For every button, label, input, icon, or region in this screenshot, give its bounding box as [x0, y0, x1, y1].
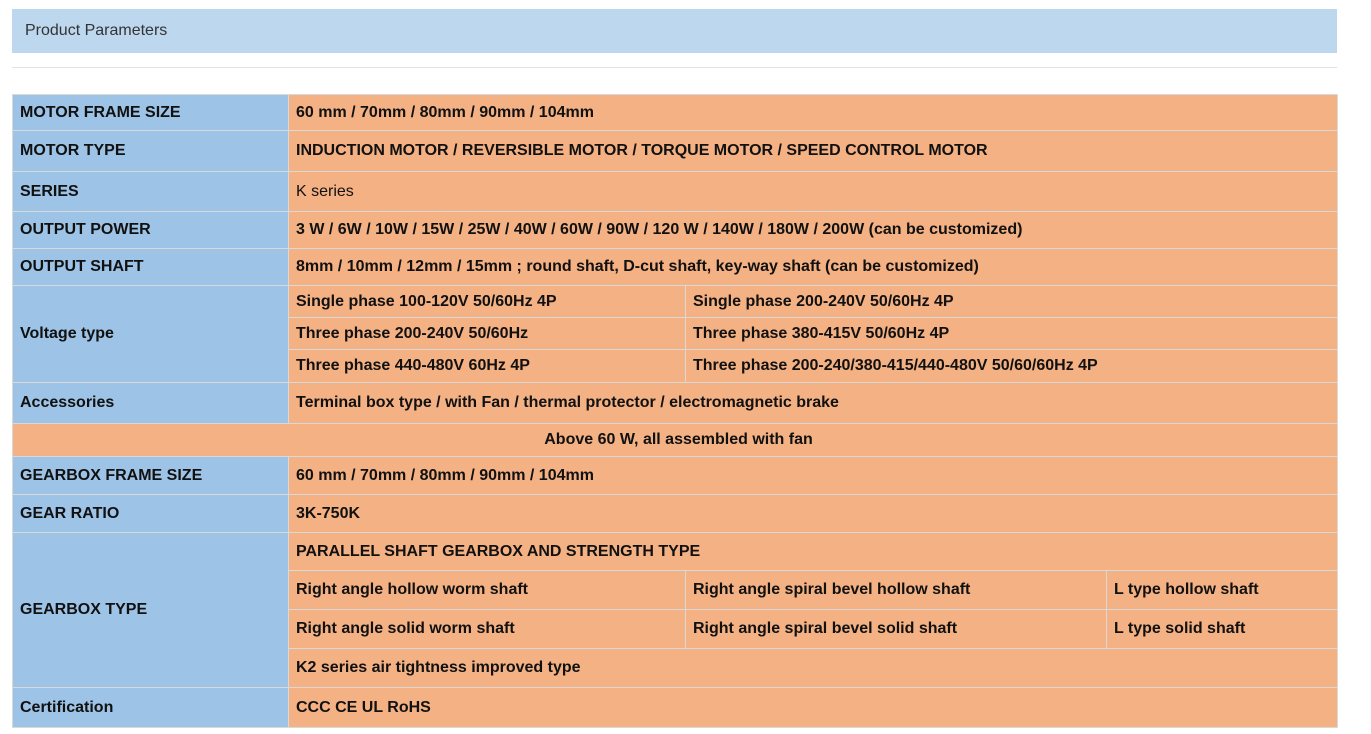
gearbox-type-option: Right angle solid worm shaft — [289, 610, 686, 649]
gearbox-type-option: Right angle spiral bevel hollow shaft — [686, 571, 1107, 610]
motor-type-label: MOTOR TYPE — [13, 131, 289, 172]
fan-note: Above 60 W, all assembled with fan — [13, 424, 1338, 457]
gearbox-type-k2: K2 series air tightness improved type — [289, 649, 1338, 688]
table-row — [13, 383, 1338, 424]
table-row — [13, 131, 1338, 172]
accessories-value: Terminal box type / with Fan / thermal protector / electromagnetic brake — [289, 383, 1338, 424]
motor-frame-size-value: 60 mm / 70mm / 80mm / 90mm / 104mm — [289, 95, 1338, 131]
series-value: K series — [289, 172, 1338, 212]
voltage-option: Three phase 200-240/380-415/440-480V 50/60/60Hz 4P — [686, 350, 1338, 383]
divider — [12, 67, 1337, 68]
voltage-option: Single phase 200-240V 50/60Hz 4P — [686, 286, 1338, 318]
gearbox-type-option: Right angle hollow worm shaft — [289, 571, 686, 610]
output-shaft-value: 8mm / 10mm / 12mm / 15mm ; round shaft, D-cut shaft, key-way shaft (can be customized) — [289, 249, 1338, 286]
table-row — [13, 172, 1338, 212]
voltage-option: Three phase 200-240V 50/60Hz — [289, 318, 686, 350]
table-row — [13, 212, 1338, 249]
certification-label: Certification — [13, 688, 289, 728]
gear-ratio-value: 3K-750K — [289, 495, 1338, 533]
table-row — [13, 286, 1338, 318]
output-power-label: OUTPUT POWER — [13, 212, 289, 249]
table-row — [13, 457, 1338, 495]
gearbox-type-option: L type hollow shaft — [1107, 571, 1338, 610]
table-row — [13, 533, 1338, 571]
accessories-label: Accessories — [13, 383, 289, 424]
voltage-type-label: Voltage type — [13, 286, 289, 383]
product-parameters-table — [12, 94, 1338, 728]
series-label: SERIES — [13, 172, 289, 212]
table-row — [13, 495, 1338, 533]
voltage-option: Three phase 440-480V 60Hz 4P — [289, 350, 686, 383]
table-row — [13, 424, 1338, 457]
gearbox-frame-size-value: 60 mm / 70mm / 80mm / 90mm / 104mm — [289, 457, 1338, 495]
gear-ratio-label: GEAR RATIO — [13, 495, 289, 533]
output-power-value: 3 W / 6W / 10W / 15W / 25W / 40W / 60W / 90W / 120 W / 140W / 180W / 200W (can be customized) — [289, 212, 1338, 249]
gearbox-type-option: Right angle spiral bevel solid shaft — [686, 610, 1107, 649]
voltage-option: Three phase 380-415V 50/60Hz 4P — [686, 318, 1338, 350]
output-shaft-label: OUTPUT SHAFT — [13, 249, 289, 286]
table-row — [13, 688, 1338, 728]
gearbox-type-parallel: PARALLEL SHAFT GEARBOX AND STRENGTH TYPE — [289, 533, 1338, 571]
table-row — [13, 95, 1338, 131]
motor-frame-size-label: MOTOR FRAME SIZE — [13, 95, 289, 131]
gearbox-type-label: GEARBOX TYPE — [13, 533, 289, 688]
gearbox-frame-size-label: GEARBOX FRAME SIZE — [13, 457, 289, 495]
gearbox-type-option: L type solid shaft — [1107, 610, 1338, 649]
certification-value: CCC CE UL RoHS — [289, 688, 1338, 728]
motor-type-value: INDUCTION MOTOR / REVERSIBLE MOTOR / TORQUE MOTOR / SPEED CONTROL MOTOR — [289, 131, 1338, 172]
table-row — [13, 249, 1338, 286]
section-title: Product Parameters — [12, 9, 1337, 53]
voltage-option: Single phase 100-120V 50/60Hz 4P — [289, 286, 686, 318]
